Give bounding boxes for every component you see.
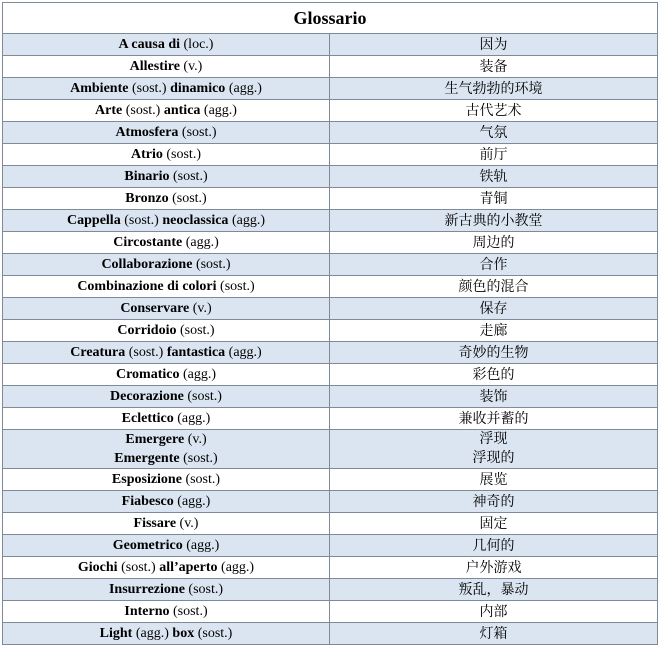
table-row [3,364,658,386]
table-row [3,469,658,491]
italian-term-cell [3,491,330,513]
table-row [3,342,658,364]
italian-term-cell [3,166,330,188]
term-category: (sost.) [216,278,255,294]
term-category: (loc.) [180,36,214,52]
chinese-translation-cell: 铁轨 [330,166,658,188]
translation-line: 浮现的 [472,450,515,466]
italian-term-cell [3,408,330,430]
chinese-translation-cell: 走廊 [330,320,658,342]
italian-term-cell [3,144,330,166]
table-row [3,100,658,122]
term-word: Corridoio [117,322,177,338]
table-row [3,166,658,188]
term-category: (sost.) [192,256,231,272]
term-category: (agg.) [173,493,211,509]
term-category: (sost.) [183,388,222,404]
term-word: Emergente [114,451,180,466]
chinese-translation-cell: 装饰 [330,386,658,408]
term-category: (sost.) [125,344,167,360]
term-word: antica [163,102,201,118]
term-word: Collaborazione [101,256,193,272]
term-word: Binario [124,168,170,184]
term-word: Bronzo [125,190,169,206]
table-row [3,56,658,78]
chinese-translation-cell: 前厅 [330,144,658,166]
table-row [3,601,658,623]
term-word: neoclassica [162,212,229,228]
chinese-translation-cell: 灯箱 [330,623,658,645]
term-word: Eclettico [121,410,174,426]
term-word: Atrio [130,146,163,162]
term-category: (sost.) [169,603,208,619]
term-category: (sost.) [181,471,221,487]
chinese-translation-cell: 新古典的小教堂 [330,210,658,232]
italian-term-cell [3,232,330,254]
term-category: (agg.) [225,80,262,96]
term-category: (agg.) [179,366,217,382]
term-category: (sost.) [169,168,208,184]
term-word: Decorazione [110,388,184,404]
term-word: Arte [95,102,123,118]
chinese-translation-cell: 奇妙的生物 [330,342,658,364]
italian-term-cell [3,623,330,645]
table-row [3,78,658,100]
chinese-translation-cell: 周边的 [330,232,658,254]
term-category: (agg.) [182,234,219,250]
term-category: (agg.) [200,102,237,118]
chinese-translation-cell: 神奇的 [330,491,658,513]
italian-term-cell [3,320,330,342]
term-word: dinamico [170,80,226,96]
italian-term-cell [3,210,330,232]
table-row [3,320,658,342]
term-category: (agg.) [228,212,265,228]
term-word: Combinazione di colori [77,278,217,294]
italian-term-cell [3,56,330,78]
term-word: Atmosfera [115,124,179,140]
term-word: Conservare [120,300,190,316]
term-category: (sost.) [176,322,215,338]
chinese-translation-cell: 合作 [330,254,658,276]
glossary-body [3,34,658,645]
term-category: (sost.) [179,451,218,466]
term-category: (v.) [184,432,207,447]
italian-term-cell [3,298,330,320]
chinese-translation-cell: 户外游戏 [330,557,658,579]
term-word: all’aperto [159,559,218,575]
table-row [3,298,658,320]
term-category: (sost.) [162,146,201,162]
term-category: (sost.) [117,559,160,575]
italian-term-cell [3,100,330,122]
table-row [3,513,658,535]
translation-line: 浮现 [479,431,508,447]
term-category: (agg.) [182,537,220,553]
table-row [3,491,658,513]
italian-term-cell [3,557,330,579]
term-category: (agg.) [132,625,173,641]
term-word: Geometrico [112,537,183,553]
table-row [3,144,658,166]
glossary-table [2,2,658,645]
table-row [3,408,658,430]
chinese-translation-cell: 叛乱，暴动 [330,579,658,601]
italian-term-cell [3,386,330,408]
term-category: (agg.) [217,559,255,575]
italian-term-cell [3,469,330,491]
term-word: Fissare [133,515,177,531]
term-word: Creatura [70,344,126,360]
italian-term-cell [3,254,330,276]
term-category: (agg.) [225,344,262,360]
term-category: (sost.) [178,124,217,140]
term-category: (sost.) [194,625,233,641]
term-word: Interno [124,603,170,619]
term-word: Ambiente [70,80,129,96]
term-line [3,430,329,449]
term-category: (sost.) [120,212,163,228]
chinese-translation-cell: 因为 [330,34,658,56]
italian-term-cell [3,513,330,535]
table-row [3,579,658,601]
term-word: A causa di [118,36,181,52]
table-row [3,122,658,144]
term-category: (sost.) [168,190,207,206]
italian-term-cell [3,78,330,100]
italian-term-cell [3,122,330,144]
table-row [3,254,658,276]
italian-term-cell [3,430,330,469]
italian-term-cell [3,276,330,298]
glossary-title: Glossario [3,3,658,34]
term-word: Giochi [77,559,118,575]
chinese-translation-cell: 展览 [330,469,658,491]
chinese-translation-cell: 气氛 [330,122,658,144]
chinese-translation-cell: 彩色的 [330,364,658,386]
chinese-translation-cell [330,430,658,469]
glossary-container [2,2,657,645]
table-row [3,232,658,254]
chinese-translation-cell: 固定 [330,513,658,535]
term-line [3,449,329,468]
chinese-translation-cell: 颜色的混合 [330,276,658,298]
chinese-translation-cell: 保存 [330,298,658,320]
italian-term-cell [3,34,330,56]
chinese-translation-cell: 古代艺术 [330,100,658,122]
italian-term-cell [3,188,330,210]
term-category: (agg.) [173,410,211,426]
term-word: Insurrezione [108,581,185,597]
table-row [3,276,658,298]
italian-term-cell [3,364,330,386]
table-row [3,557,658,579]
term-category: (v.) [179,58,203,74]
term-category: (sost.) [184,581,224,597]
chinese-translation-cell: 几何的 [330,535,658,557]
table-row [3,34,658,56]
chinese-translation-cell: 兼收并蓄的 [330,408,658,430]
term-word: Cromatico [115,366,180,382]
table-row [3,535,658,557]
term-word: Allestire [129,58,180,74]
chinese-translation-cell: 青铜 [330,188,658,210]
term-category: (sost.) [128,80,171,96]
chinese-translation-cell: 内部 [330,601,658,623]
term-category: (v.) [176,515,199,531]
table-row [3,188,658,210]
term-word: Emergere [125,432,185,447]
italian-term-cell [3,535,330,557]
chinese-translation-cell: 装备 [330,56,658,78]
term-word: fantastica [166,344,226,360]
term-category: (sost.) [122,102,164,118]
table-row [3,623,658,645]
table-row [3,430,658,469]
term-word: Light [99,625,133,641]
chinese-translation-cell: 生气勃勃的环境 [330,78,658,100]
italian-term-cell [3,342,330,364]
term-word: Fiabesco [121,493,174,509]
term-word: box [172,625,195,641]
term-word: Circostante [113,234,183,250]
italian-term-cell [3,601,330,623]
term-word: Esposizione [111,471,182,487]
table-row [3,386,658,408]
term-category: (v.) [189,300,212,316]
italian-term-cell [3,579,330,601]
term-word: Cappella [67,212,121,228]
table-row [3,210,658,232]
